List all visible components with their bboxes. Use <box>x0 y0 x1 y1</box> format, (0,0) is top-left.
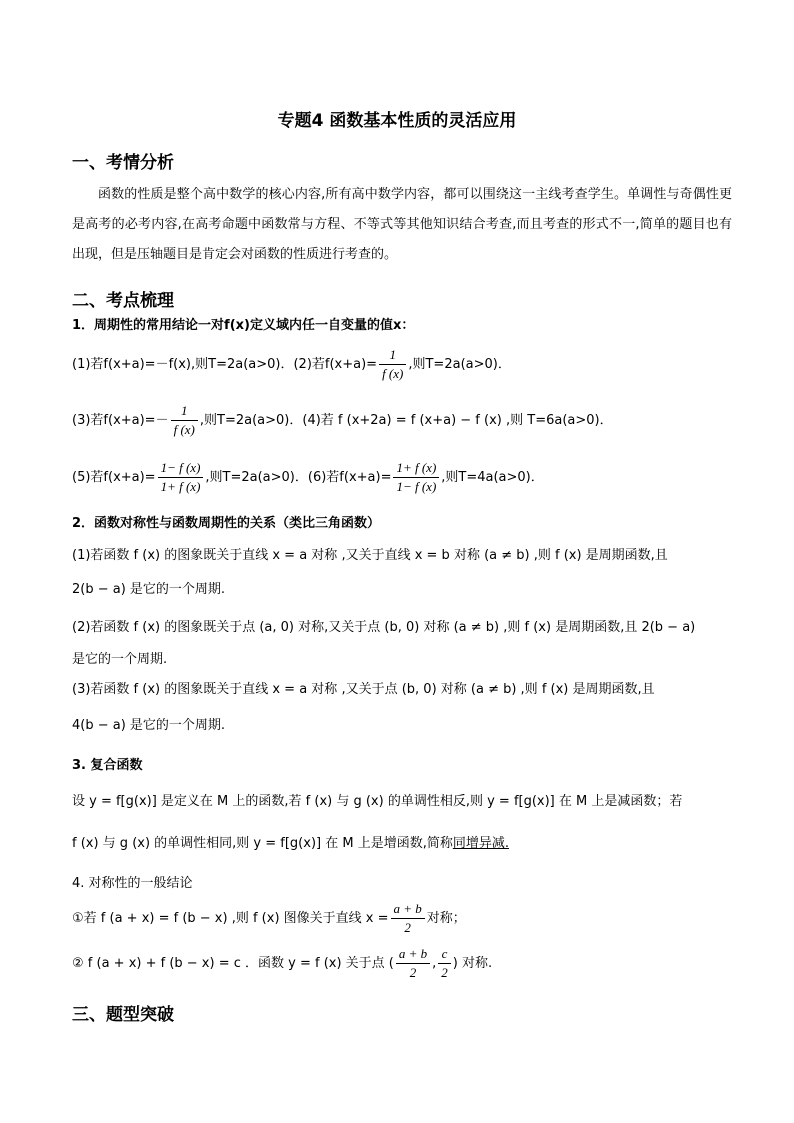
point-1-line-1 <box>72 343 732 387</box>
point-1-title: 1．周期性的常用结论一对f(x)定义域内任一自变量的值x： <box>72 318 415 333</box>
p1-l2-text-a: (3)若f(x+a)=－ <box>72 413 169 428</box>
p1-l2-text-b: ,则T=2a(a>0)．(4)若 f (x+2a) = f (x+a) − f (x) ,则 T=6a(a>0)． <box>199 413 613 428</box>
p1-l3-text-b: ,则T=2a(a>0)．(6)若f(x+a)= <box>205 470 392 485</box>
point-4-line-1 <box>72 897 732 941</box>
point-2-item-1-line-2: 2(b − a) 是它的一个周期. <box>72 582 226 597</box>
fraction-numerator: 1+ f (x) <box>393 459 439 478</box>
p4-l2-text-a: ② f (a + x) + f (b − x) = c ．函数 y = f (x) 关于点 ( <box>72 956 394 971</box>
p1-l3-fraction-2 <box>393 459 439 496</box>
point-3-line-1: 设 y = f[g(x)] 是定义在 M 上的函数,若 f (x) 与 g (x) 的单调性相反,则 y = f[g(x)] 在 M 上是减函数；若 <box>72 794 683 809</box>
p1-l3-text-c: ,则T=4a(a>0)． <box>441 470 544 485</box>
fraction-numerator: a + b <box>391 900 425 919</box>
p1-l1-fraction <box>379 346 406 383</box>
point-1-line-3 <box>72 456 732 500</box>
p4-l2-fraction-2 <box>438 945 451 982</box>
point-3-title: 3. 复合函数 <box>72 758 143 773</box>
fraction-denominator: 2 <box>409 965 417 980</box>
p1-l3-fraction-1 <box>158 459 204 496</box>
fraction-numerator: 1 <box>171 402 198 421</box>
page-title: 专题4 函数基本性质的灵活应用 <box>277 111 517 131</box>
section-heading-analysis: 一、考情分析 <box>72 153 174 173</box>
point-3-line-2 <box>72 834 732 854</box>
section-heading-breakthrough: 三、题型突破 <box>72 1005 174 1025</box>
p1-l1-text-a: (1)若f(x+a)=－f(x),则T=2a(a>0)．(2)若f(x+a)= <box>72 357 378 372</box>
point-4-line-2 <box>72 942 732 986</box>
fraction-denominator: 2 <box>441 965 448 980</box>
fraction-numerator: 1− f (x) <box>158 459 204 478</box>
p4-l1-fraction <box>391 900 425 937</box>
fraction-denominator: 2 <box>404 920 411 935</box>
p1-l2-fraction <box>171 402 198 439</box>
point-2-item-2-line-2: 是它的一个周期. <box>72 652 168 667</box>
p1-l1-text-b: ,则T=2a(a>0)． <box>408 357 511 372</box>
fraction-numerator: a + b <box>396 945 430 964</box>
p4-l1-text-b: 对称； <box>426 911 466 926</box>
point-2-item-3-line-1: (3)若函数 f (x) 的图象既关于直线 x = a 对称 ,又关于点 (b, 0) 对称 (a ≠ b) ,则 f (x) 是周期函数,且 <box>72 682 655 697</box>
point-2-title: 2．函数对称性与函数周期性的关系（类比三角函数） <box>72 516 381 531</box>
p1-l3-text-a: (5)若f(x+a)= <box>72 470 156 485</box>
section-heading-points: 二、考点梳理 <box>72 291 174 311</box>
fraction-denominator: 1− f (x) <box>396 479 437 494</box>
p3-l2-text: f (x) 与 g (x) 的单调性相同,则 y = f[g(x)] 在 M 上是增函数,简称 <box>72 836 453 851</box>
p4-l2-text-b: ) 对称. <box>452 956 493 971</box>
point-2-item-2-line-1: (2)若函数 f (x) 的图象既关于点 (a, 0) 对称,又关于点 (b, 0) 对称 (a ≠ b) ,则 f (x) 是周期函数,且 2(b − a) <box>72 620 696 635</box>
fraction-denominator: f (x) <box>382 366 404 381</box>
p3-l2-underlined: 同增异减. <box>452 836 509 851</box>
point-4-title: 4. 对称性的一般结论 <box>72 876 193 891</box>
fraction-numerator: 1 <box>379 346 406 365</box>
fraction-numerator: c <box>438 945 451 964</box>
p4-l2-fraction-1 <box>396 945 430 982</box>
fraction-denominator: f (x) <box>173 422 195 437</box>
intro-paragraph: 函数的性质是整个高中数学的核心内容,所有高中数学内容，都可以围绕这一主线考查学生。单调性与奇偶性更是高考的必考内容,在高考命题中函数常与方程、不等式等其他知识结合考查,而且考查的形式不一,简单的题目也有出现，但是压轴题目是肯定会对函数的性质进行考查的。 <box>72 187 732 262</box>
point-2-item-1-line-1: (1)若函数 f (x) 的图象既关于直线 x = a 对称 ,又关于直线 x = b 对称 (a ≠ b) ,则 f (x) 是周期函数,且 <box>72 548 668 563</box>
point-1-line-2 <box>72 399 732 443</box>
p4-l2-separator: , <box>432 956 437 971</box>
fraction-denominator: 1+ f (x) <box>160 479 201 494</box>
p4-l1-text-a: ①若 f (a + x) = f (b − x) ,则 f (x) 图像关于直线 x = <box>72 911 389 926</box>
point-2-item-3-line-2: 4(b − a) 是它的一个周期. <box>72 718 226 733</box>
